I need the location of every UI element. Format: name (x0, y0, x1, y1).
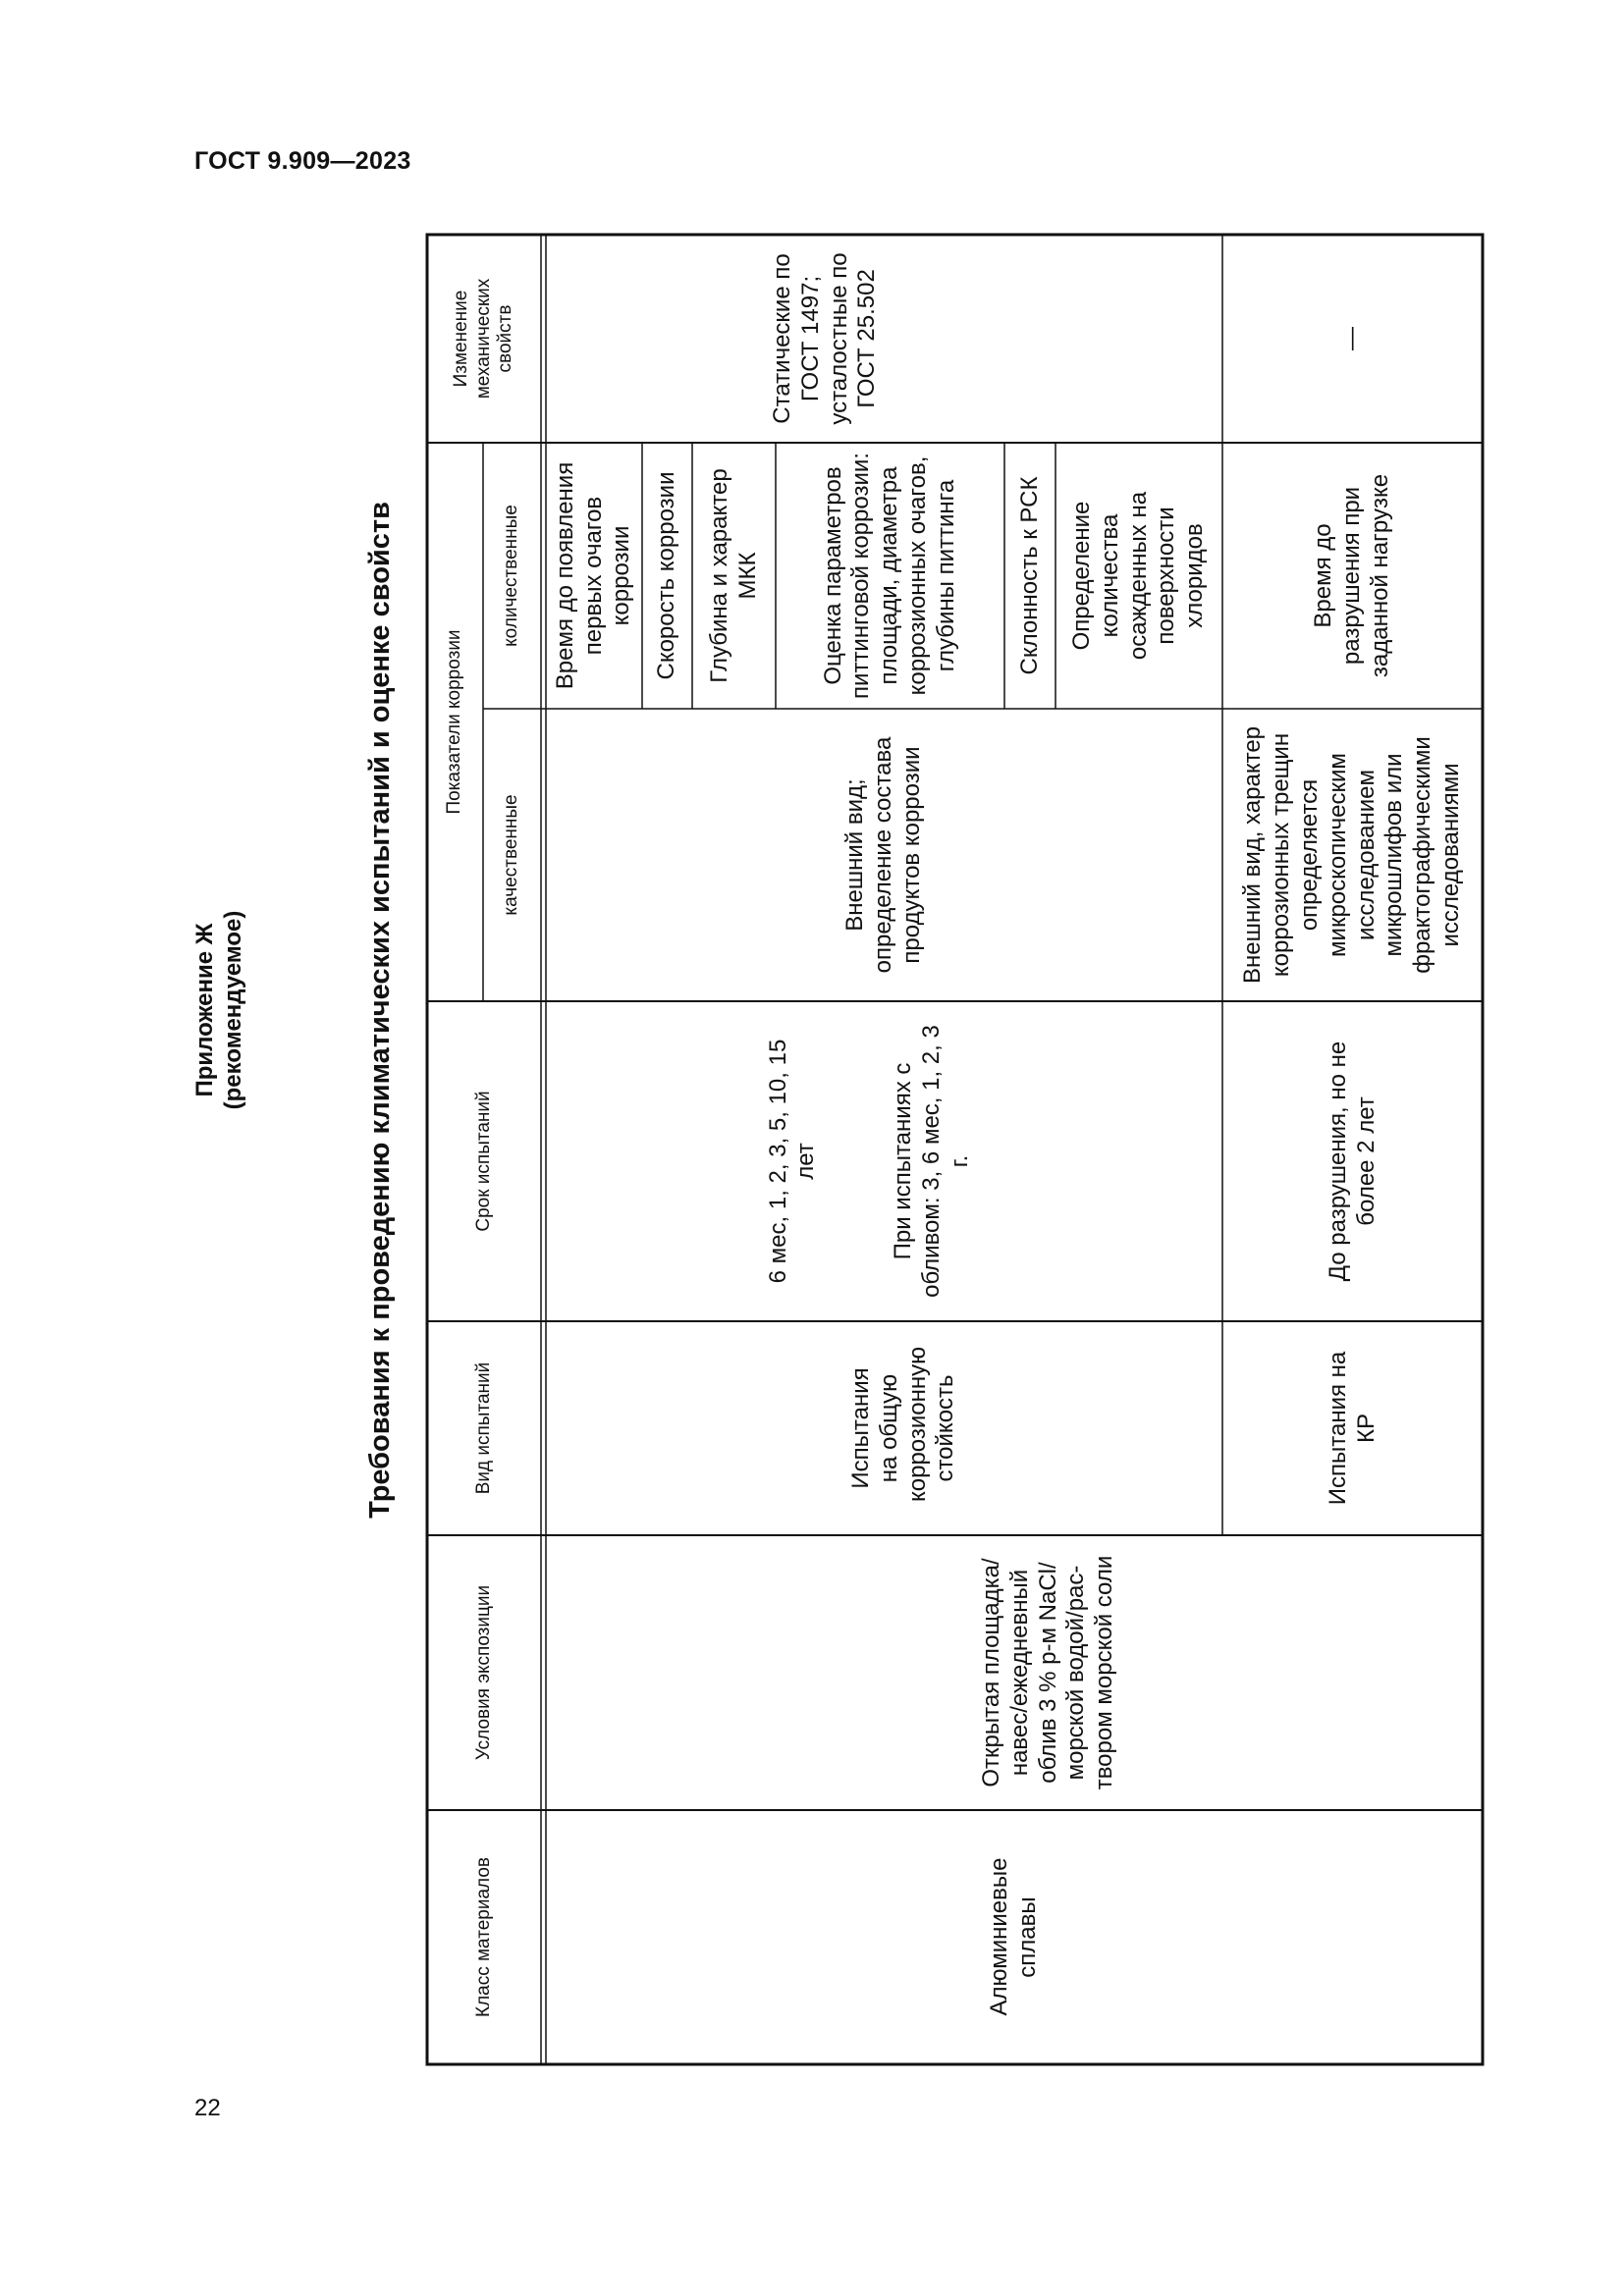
appendix-label: Приложение Ж (191, 923, 218, 1097)
quant-item-text: Оценка параметров питтинговой коррозии: площади, диаметра коррозионных очагов, глубины питтинга (819, 453, 959, 699)
page-number: 22 (194, 2095, 221, 2121)
header-mechanical-change: Изменение механических свойств (450, 278, 516, 400)
cell-exposure-conditions (546, 1535, 1483, 1810)
cell-quant-pitting (776, 443, 1004, 709)
cell-duration-general (546, 1001, 1222, 1321)
exposure-conditions-text: Открытая площадка/навес/ежедневный облив 3 % р-м NaCl/морской водой/рас-твором морской соли (978, 1555, 1118, 1790)
quant-item-text: Время до появления первых очагов коррозии (551, 461, 635, 690)
cell-quant-mkk (692, 443, 776, 709)
duration-main-text: 6 мес, 1, 2, 3, 5, 10, 15 лет (764, 1039, 820, 1284)
cell-test-type-kr (1222, 1321, 1483, 1535)
cell-quant-chlorides (1056, 443, 1222, 709)
header-quantitative: количественные (501, 505, 522, 647)
mechanical-general-text: Статические по ГОСТ 1497; усталостные по ГОСТ 25.502 (768, 252, 881, 425)
qualitative-general-text: Внешний вид; определение состава продуктов коррозии (841, 736, 925, 974)
cell-quantitative-kr (1222, 443, 1483, 709)
duration-note-text: При испытаниях с обливом: 3, 6 мес, 1, 2, 3 г. (890, 1025, 973, 1298)
quantitative-kr-text: Время до разрушения при заданной нагрузке (1310, 473, 1393, 678)
cell-quant-first-foci (546, 443, 642, 709)
material-class-text: Алюминиевые сплавы (986, 1857, 1041, 2016)
document-header: ГОСТ 9.909—2023 (194, 147, 411, 175)
cell-quant-rsk (1004, 443, 1056, 709)
cell-qualitative-kr (1222, 709, 1483, 1001)
test-type-kr-text: Испытания на КР (1324, 1351, 1380, 1506)
qualitative-kr-text: Внешний вид, характер коррозионных трещин определяется микроскопическим исследованием микрошлифов или фрактографическими исследованиями (1239, 725, 1464, 985)
header-exposure-conditions: Условия экспозиции (472, 1584, 494, 1761)
cell-material-class (546, 1810, 1483, 2064)
header-test-duration: Срок испытаний (472, 1091, 494, 1232)
cell-mechanical-general (546, 235, 1222, 443)
quant-item-text: Определение количества осажденных на поверхности хлоридов (1068, 491, 1209, 661)
cell-quant-corrosion-rate (642, 443, 692, 709)
cell-mechanical-kr (1222, 235, 1483, 443)
cell-test-type-general (546, 1321, 1222, 1535)
quant-item-text: Глубина и характер МКК (705, 468, 761, 683)
mechanical-kr-text: — (1338, 327, 1366, 350)
duration-kr-text: До разрушения, но не более 2 лет (1324, 1041, 1380, 1282)
header-material-class: Класс материалов (472, 1857, 494, 2017)
table-title: Требования к проведению климатических испытаний и оценке свойств (364, 502, 396, 1519)
appendix-note: (рекомендуемое) (219, 910, 246, 1110)
header-qualitative: качественные (501, 794, 522, 916)
test-type-general-text: Испытания на общую коррозионную стойкость (846, 1346, 959, 1502)
header-corrosion-indicators: Показатели коррозии (444, 629, 465, 815)
cell-duration-kr (1222, 1001, 1483, 1321)
cell-qualitative-general (546, 709, 1222, 1001)
quant-item-text: Скорость коррозии (653, 471, 680, 680)
quant-item-text: Склонность к РСК (1015, 476, 1043, 675)
header-test-type: Вид испытаний (472, 1362, 494, 1495)
